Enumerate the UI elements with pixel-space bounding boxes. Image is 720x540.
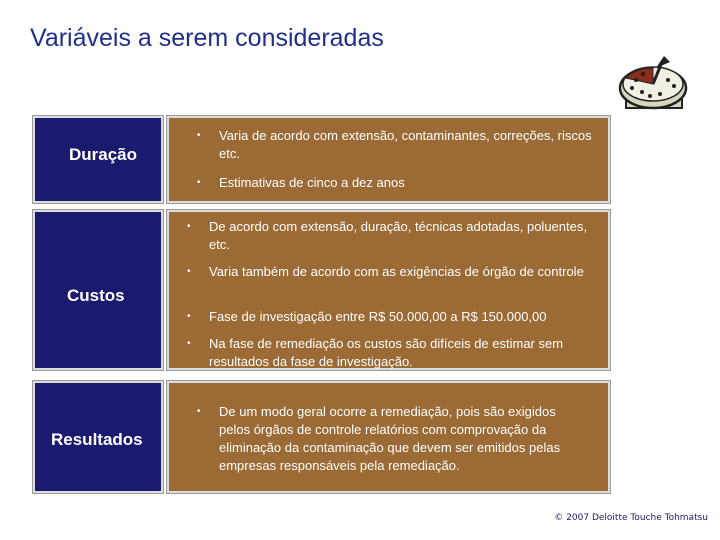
bullet-icon: • (197, 130, 201, 141)
bullet-icon: • (197, 177, 201, 188)
content-box-custos (167, 210, 610, 370)
slide-title: Variáveis a serem consideradas (30, 24, 384, 52)
bullet-text: De acordo com extensão, duração, técnicas adotadas, poluentes, etc. (209, 219, 587, 252)
bullet-text: Varia também de acordo com as exigências de órgão de controle (209, 264, 584, 279)
bullet-icon: • (187, 311, 191, 322)
label-box-custos (33, 210, 163, 370)
content-box-resultados (167, 381, 610, 493)
bullet-icon: • (187, 266, 191, 277)
bullet-text: Na fase de remediação os custos são difíceis de estimar sem resultados da fase de investigação. (209, 336, 564, 369)
bullet-text: Varia de acordo com extensão, contaminantes, correções, riscos etc. (219, 128, 592, 161)
bullet-icon: • (187, 338, 191, 349)
clock-icon (612, 48, 694, 114)
label-box-duracao (33, 116, 163, 203)
bullet-icon: • (197, 406, 201, 417)
content-box-duracao (167, 116, 610, 203)
bullet-icon: • (187, 221, 191, 232)
bullet-text: Fase de investigação entre R$ 50.000,00 a R$ 150.000,00 (209, 309, 547, 324)
bullet-text: De um modo geral ocorre a remediação, pois são exigidos pelos órgãos de controle relatórios com comprovação da eliminação da contaminação que devem ser emitidos pelas empresas responsáveis pela remediação. (219, 404, 561, 473)
bullet-text: Estimativas de cinco a dez anos (219, 175, 405, 190)
label-box-resultados (33, 381, 163, 493)
label-duracao: Duração (69, 145, 138, 164)
label-custos: Custos (67, 286, 125, 305)
label-resultados: Resultados (51, 430, 143, 449)
copyright-footer: © 2007 Deloitte Touche Tohmatsu (554, 513, 708, 523)
